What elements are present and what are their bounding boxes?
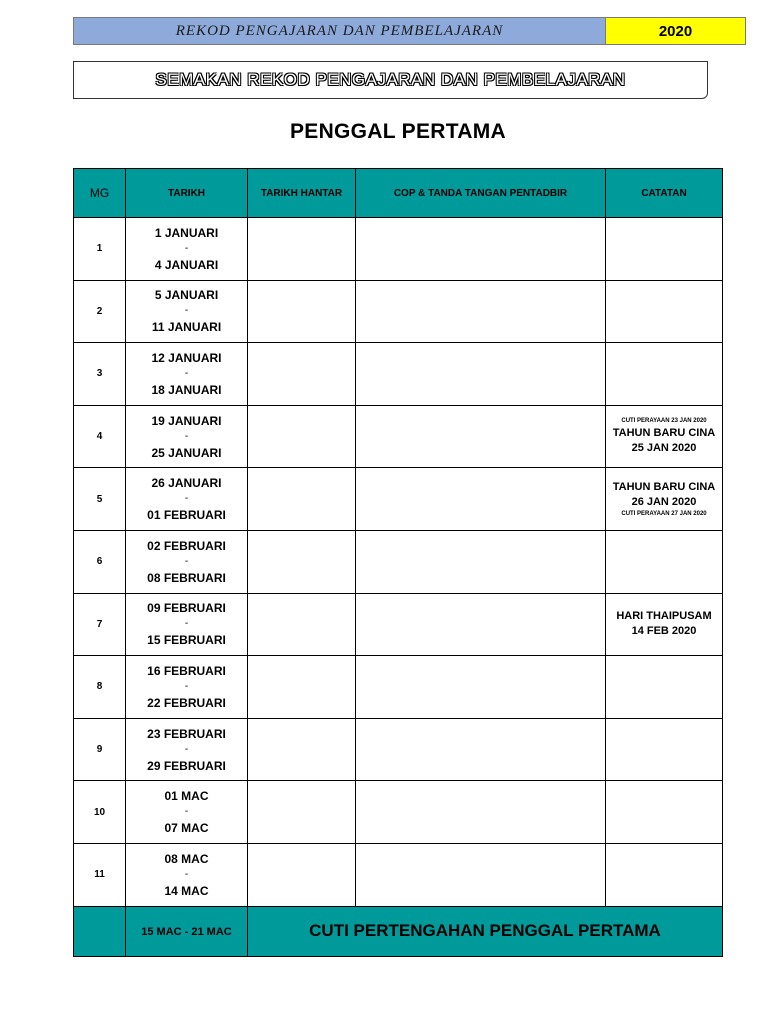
tarikh-hantar-cell[interactable] <box>248 343 356 406</box>
table-row <box>74 218 723 281</box>
date-range <box>126 781 248 844</box>
date-range <box>126 343 248 406</box>
table-row <box>74 280 723 343</box>
cop-cell[interactable] <box>356 343 606 406</box>
catatan-cell <box>606 593 723 656</box>
date-end: 4 JANUARI <box>154 257 219 272</box>
cop-cell[interactable] <box>356 468 606 531</box>
date-start: 23 FEBRUARI <box>147 726 226 741</box>
header-catatan: CATATAN <box>606 169 723 218</box>
date-start: 08 MAC <box>164 851 209 866</box>
tarikh-hantar-cell[interactable] <box>248 405 356 468</box>
date-start: 1 JANUARI <box>154 225 219 240</box>
footer-label-cell <box>248 906 723 956</box>
table-row <box>74 405 723 468</box>
header-tarikh: TARIKH <box>126 169 248 218</box>
table-row <box>74 468 723 531</box>
date-start: 12 JANUARI <box>151 350 222 365</box>
date-end: 29 FEBRUARI <box>147 758 226 773</box>
date-start: 09 FEBRUARI <box>147 601 226 616</box>
catatan-cell <box>606 468 723 531</box>
record-table <box>73 168 723 957</box>
cop-cell[interactable] <box>356 781 606 844</box>
tarikh-hantar-cell[interactable] <box>248 280 356 343</box>
header-year: 2020 <box>605 18 745 44</box>
date-end: 25 JANUARI <box>151 445 222 460</box>
tarikh-hantar-cell[interactable] <box>248 218 356 281</box>
date-separator: - <box>184 680 189 692</box>
date-separator: - <box>184 868 189 880</box>
note-line: CUTI PERAYAAN 23 JAN 2020 <box>621 418 707 425</box>
date-end: 07 MAC <box>164 821 209 836</box>
date-separator: - <box>184 430 189 442</box>
date-separator: - <box>184 367 189 379</box>
date-range <box>126 718 248 781</box>
date-range <box>126 843 248 906</box>
table-row <box>74 343 723 406</box>
note-line: 25 JAN 2020 <box>631 442 697 455</box>
date-end: 15 FEBRUARI <box>147 633 226 648</box>
header-mg: MG <box>74 169 126 218</box>
footer-label: CUTI PERTENGAHAN PENGGAL PERTAMA <box>309 921 661 941</box>
catatan-cell <box>606 656 723 719</box>
note-line: 14 FEB 2020 <box>631 625 697 638</box>
subtitle-box <box>73 61 708 99</box>
note-line: 26 JAN 2020 <box>631 495 697 508</box>
footer-empty-cell <box>74 906 126 956</box>
cop-cell[interactable] <box>356 593 606 656</box>
date-start: 19 JANUARI <box>151 413 222 428</box>
week-number: 10 <box>74 781 126 844</box>
date-range <box>126 280 248 343</box>
week-number: 3 <box>74 343 126 406</box>
tarikh-hantar-cell[interactable] <box>248 781 356 844</box>
cop-cell[interactable] <box>356 718 606 781</box>
date-separator: - <box>184 493 189 505</box>
footer-dates: 15 MAC - 21 MAC <box>126 906 248 956</box>
date-end: 08 FEBRUARI <box>147 570 226 585</box>
cop-cell[interactable] <box>356 656 606 719</box>
table-row <box>74 656 723 719</box>
note-line: CUTI PERAYAAN 27 JAN 2020 <box>621 510 707 517</box>
date-end: 22 FEBRUARI <box>147 695 226 710</box>
table-row <box>74 530 723 593</box>
note-line: HARI THAIPUSAM <box>616 610 712 623</box>
date-separator: - <box>184 305 189 317</box>
note-line: TAHUN BARU CINA <box>612 427 716 440</box>
cop-cell[interactable] <box>356 405 606 468</box>
date-range <box>126 530 248 593</box>
catatan-cell <box>606 718 723 781</box>
table-row <box>74 593 723 656</box>
table-row <box>74 718 723 781</box>
date-range <box>126 656 248 719</box>
table-footer-row <box>74 906 723 956</box>
catatan-cell <box>606 280 723 343</box>
week-number: 9 <box>74 718 126 781</box>
header-bar <box>73 17 746 45</box>
catatan-cell <box>606 843 723 906</box>
date-start: 02 FEBRUARI <box>147 538 226 553</box>
date-range <box>126 405 248 468</box>
date-end: 01 FEBRUARI <box>147 508 226 523</box>
cop-cell[interactable] <box>356 843 606 906</box>
date-start: 5 JANUARI <box>154 288 219 303</box>
table-row <box>74 843 723 906</box>
header-tarikh-hantar: TARIKH HANTAR <box>248 169 356 218</box>
catatan-cell <box>606 218 723 281</box>
cop-cell[interactable] <box>356 280 606 343</box>
term-title: PENGGAL PERTAMA <box>289 120 507 143</box>
date-range <box>126 593 248 656</box>
date-range <box>126 468 248 531</box>
week-number: 4 <box>74 405 126 468</box>
week-number: 11 <box>74 843 126 906</box>
date-start: 16 FEBRUARI <box>147 663 226 678</box>
date-range <box>126 218 248 281</box>
tarikh-hantar-cell[interactable] <box>248 843 356 906</box>
date-start: 01 MAC <box>164 789 209 804</box>
tarikh-hantar-cell[interactable] <box>248 530 356 593</box>
tarikh-hantar-cell[interactable] <box>248 656 356 719</box>
subtitle-text: SEMAKAN REKOD PENGAJARAN DAN PEMBELAJARAN <box>155 70 626 89</box>
note-line: TAHUN BARU CINA <box>612 480 716 493</box>
week-number: 2 <box>74 280 126 343</box>
header-title: REKOD PENGAJARAN DAN PEMBELAJARAN <box>74 18 605 44</box>
catatan-cell <box>606 343 723 406</box>
header-cop: COP & TANDA TANGAN PENTADBIR <box>356 169 606 218</box>
week-number: 5 <box>74 468 126 531</box>
date-end: 18 JANUARI <box>151 382 222 397</box>
week-number: 6 <box>74 530 126 593</box>
date-separator: - <box>184 242 189 254</box>
tarikh-hantar-cell[interactable] <box>248 718 356 781</box>
cop-cell[interactable] <box>356 530 606 593</box>
date-separator: - <box>184 555 189 567</box>
week-number: 7 <box>74 593 126 656</box>
table-header-row <box>74 169 723 218</box>
date-separator: - <box>184 618 189 630</box>
tarikh-hantar-cell[interactable] <box>248 468 356 531</box>
catatan-cell <box>606 405 723 468</box>
date-end: 14 MAC <box>164 883 209 898</box>
cop-cell[interactable] <box>356 218 606 281</box>
week-number: 8 <box>74 656 126 719</box>
date-start: 26 JANUARI <box>151 476 222 491</box>
tarikh-hantar-cell[interactable] <box>248 593 356 656</box>
table-row <box>74 781 723 844</box>
week-number: 1 <box>74 218 126 281</box>
catatan-cell <box>606 781 723 844</box>
catatan-cell <box>606 530 723 593</box>
date-end: 11 JANUARI <box>151 320 222 335</box>
date-separator: - <box>184 743 189 755</box>
date-separator: - <box>184 806 189 818</box>
